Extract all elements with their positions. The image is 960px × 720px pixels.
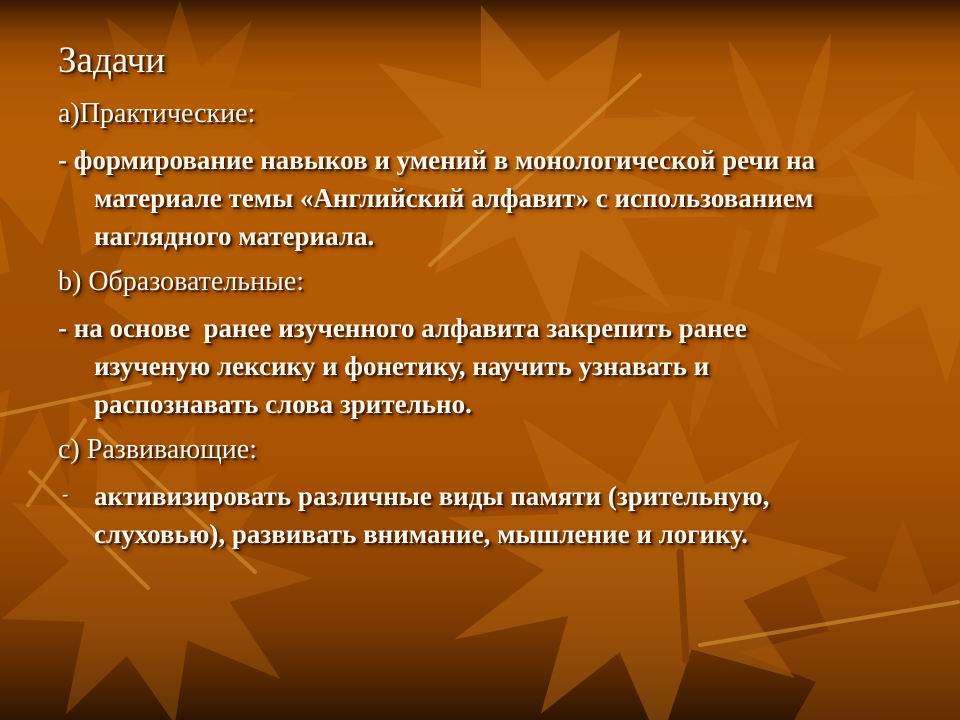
bullet-developmental (58, 477, 922, 553)
text-line: активизировать различные виды памяти (зрительную, (94, 481, 770, 511)
text-line: распознавать слова зрительно. (94, 389, 472, 419)
slide-title: Задачи (58, 40, 166, 81)
text-line: изученую лексику и фонетику, научить узнавать и (94, 351, 710, 381)
section-header-developmental: с) Развивающие: (58, 434, 257, 465)
bullet-practical (58, 141, 922, 255)
bullet-educational (58, 309, 922, 423)
section-header-educational: b) Образовательные: (58, 266, 305, 297)
dash-bullet: - (62, 484, 69, 505)
text-line: - формирование навыков и умений в монологической речи на (58, 145, 816, 175)
text-line: слуховью), развивать внимание, мышление и логику. (94, 519, 748, 549)
text-line: материале темы «Английский алфавит» с использованием (94, 183, 814, 213)
section-header-practical: а)Практические: (58, 98, 256, 129)
text-line: наглядного материала. (94, 221, 375, 251)
text-line: - на основе ранее изученного алфавита закрепить ранее (58, 313, 747, 343)
